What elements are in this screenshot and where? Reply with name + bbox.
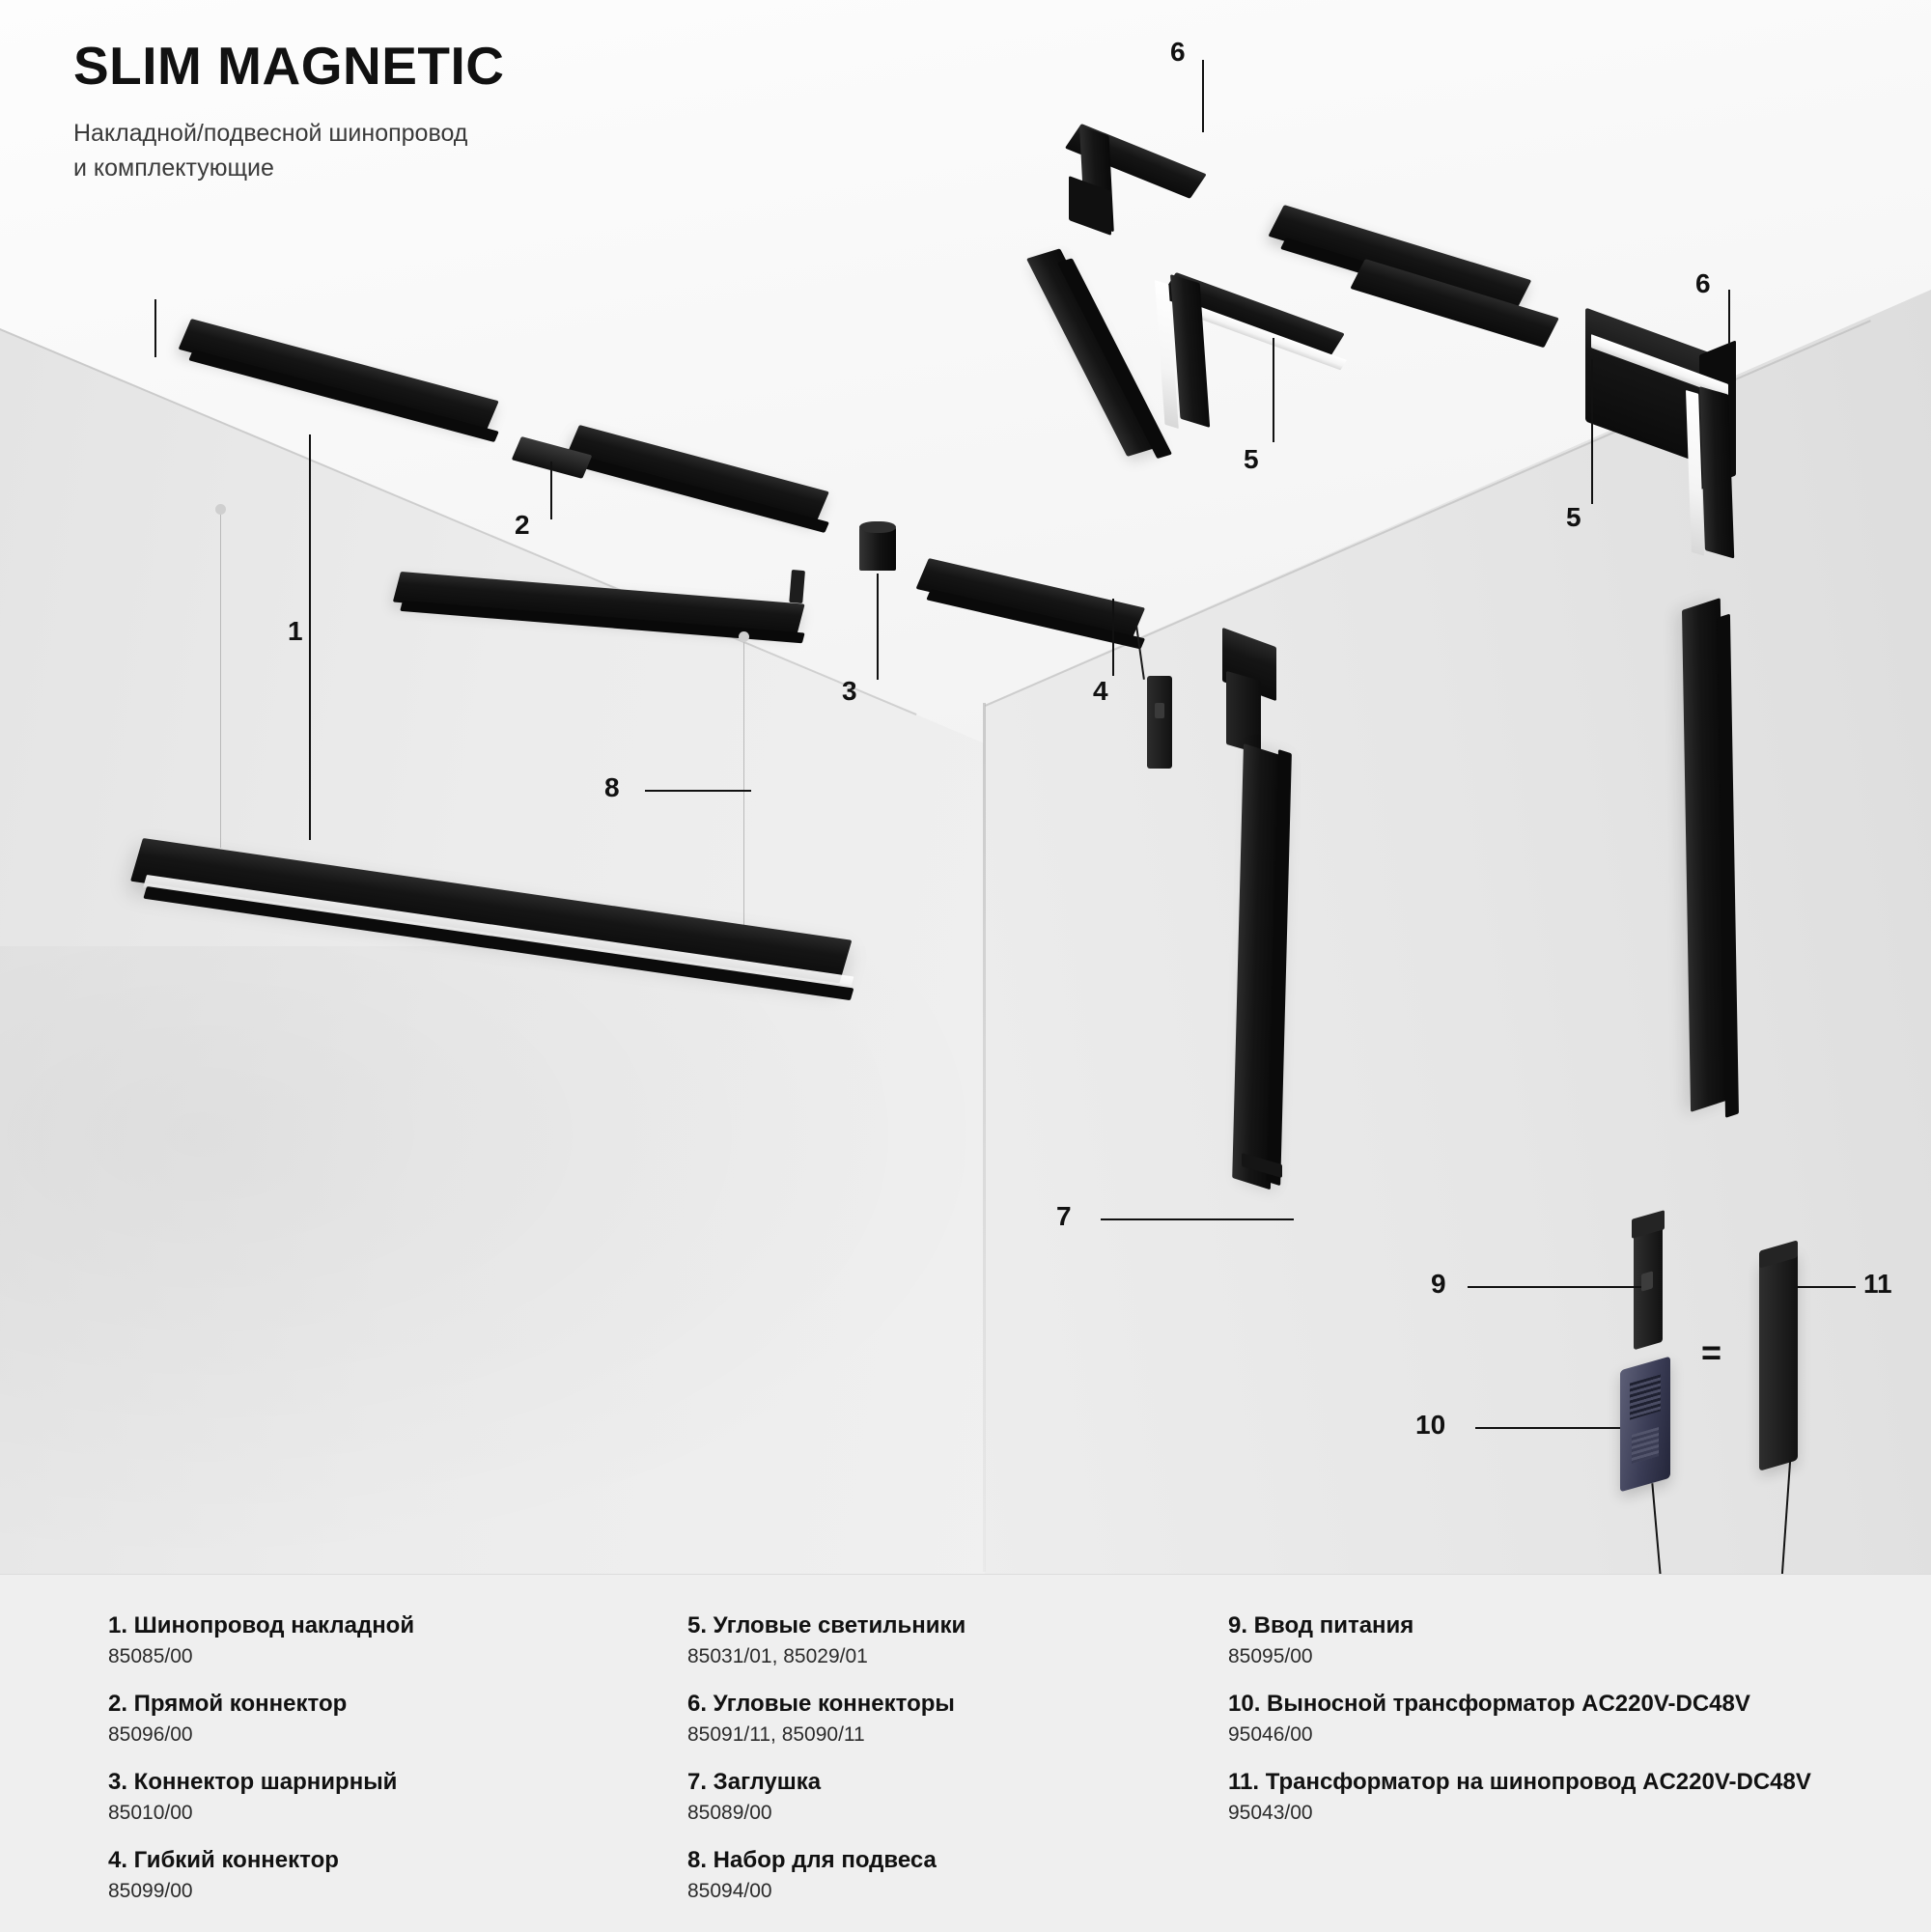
callout-9: 9 — [1431, 1269, 1446, 1299]
page-subtitle-line2: и комплектующие — [73, 154, 274, 182]
callout-10: 10 — [1415, 1410, 1446, 1440]
callout-3: 3 — [842, 676, 857, 706]
callout-5b: 5 — [1566, 502, 1581, 532]
leader-line-3 — [877, 574, 879, 680]
flex-connector-body — [1147, 676, 1172, 769]
corner-luminaire-right-arm-v — [1699, 386, 1734, 559]
legend-item — [687, 1611, 1189, 1668]
callout-4: 4 — [1093, 676, 1108, 706]
legend-item-name: 2. Прямой коннектор — [108, 1691, 348, 1717]
callout-8: 8 — [604, 772, 620, 802]
legend-item-name: 11. Трансформатор на шинопровод AC220V-DC48V — [1228, 1769, 1811, 1795]
leader-line-7 — [1101, 1218, 1294, 1220]
legend-item-name: 9. Ввод питания — [1228, 1612, 1414, 1638]
legend-columns — [0, 1575, 1931, 1932]
legend-column-1 — [108, 1611, 610, 1924]
remote-transformer-body — [1620, 1357, 1670, 1493]
legend-item-code: 85094/00 — [687, 1880, 772, 1902]
legend-item — [108, 1846, 610, 1903]
track-end-cap-left — [789, 570, 805, 603]
legend-column-3 — [1228, 1611, 1885, 1846]
legend-item-code: 85096/00 — [108, 1723, 193, 1746]
hinged-connector-top — [859, 521, 896, 533]
callout-7: 7 — [1056, 1201, 1072, 1231]
legend-item-name: 7. Заглушка — [687, 1769, 822, 1795]
callout-5a: 5 — [1244, 444, 1259, 474]
callout-2: 2 — [515, 510, 530, 540]
legend-item-code: 85089/00 — [687, 1802, 772, 1824]
legend-item-name: 3. Коннектор шарнирный — [108, 1769, 398, 1795]
leader-line-9 — [1468, 1286, 1641, 1288]
legend-column-2 — [687, 1611, 1189, 1924]
legend-item-code: 85095/00 — [1228, 1645, 1313, 1667]
legend-item-name: 6. Угловые коннекторы — [687, 1691, 955, 1717]
legend-item — [687, 1690, 1189, 1747]
legend-item — [1228, 1690, 1885, 1747]
leader-line-1 — [154, 299, 156, 357]
leader-line-6b — [1728, 290, 1730, 346]
page-subtitle-line1: Накладной/подвесной шинопровод — [73, 119, 468, 147]
page-title: SLIM MAGNETIC — [73, 36, 505, 96]
leader-line-10 — [1475, 1427, 1620, 1429]
legend-item-name: 4. Гибкий коннектор — [108, 1847, 339, 1873]
legend-item-code: 85085/00 — [108, 1645, 193, 1667]
leader-line-6a — [1202, 60, 1204, 132]
suspension-anchor-right — [739, 631, 749, 642]
legend-item — [687, 1846, 1189, 1903]
legend-item-code: 95043/00 — [1228, 1802, 1313, 1824]
suspension-anchor-left — [215, 504, 226, 515]
track-transformer-body — [1759, 1249, 1798, 1470]
legend-item-name: 1. Шинопровод накладной — [108, 1612, 415, 1638]
suspension-wire-left — [220, 510, 221, 848]
leader-line-1b — [309, 434, 311, 840]
callout-6b: 6 — [1695, 268, 1711, 298]
legend-panel — [0, 1574, 1931, 1932]
legend-item-name: 10. Выносной трансформатор AC220V-DC48V — [1228, 1691, 1750, 1717]
leader-line-4 — [1112, 599, 1114, 676]
legend-item-name: 8. Набор для подвеса — [687, 1847, 937, 1873]
page-subtitle — [73, 116, 504, 186]
suspension-wire-right — [743, 637, 744, 927]
title-block — [73, 36, 505, 185]
callout-1: 1 — [288, 616, 303, 646]
callout-6a: 6 — [1170, 37, 1186, 67]
legend-item-code: 85091/11, 85090/11 — [687, 1723, 865, 1746]
flex-connector-indicator — [1155, 703, 1164, 718]
legend-item — [108, 1690, 610, 1747]
leader-line-8 — [645, 790, 751, 792]
wall-shadow — [0, 946, 1014, 1574]
leader-line-11 — [1798, 1286, 1856, 1288]
legend-item — [108, 1611, 610, 1668]
legend-item-code: 85031/01, 85029/01 — [687, 1645, 868, 1667]
legend-item — [1228, 1611, 1885, 1668]
leader-line-2 — [550, 462, 552, 519]
corner-connector-mid-leg — [1226, 671, 1261, 754]
power-feed-indicator — [1641, 1271, 1653, 1291]
leader-line-5a — [1273, 338, 1274, 442]
legend-item-code: 95046/00 — [1228, 1723, 1313, 1746]
legend-item-name: 5. Угловые светильники — [687, 1612, 966, 1638]
legend-item — [1228, 1768, 1885, 1825]
legend-item — [108, 1768, 610, 1825]
legend-item-code: 85099/00 — [108, 1880, 193, 1902]
leader-line-5b — [1591, 359, 1593, 504]
callout-11: 11 — [1863, 1269, 1892, 1299]
equals-symbol: = — [1701, 1332, 1722, 1372]
legend-item-code: 85010/00 — [108, 1802, 193, 1824]
legend-item — [687, 1768, 1189, 1825]
